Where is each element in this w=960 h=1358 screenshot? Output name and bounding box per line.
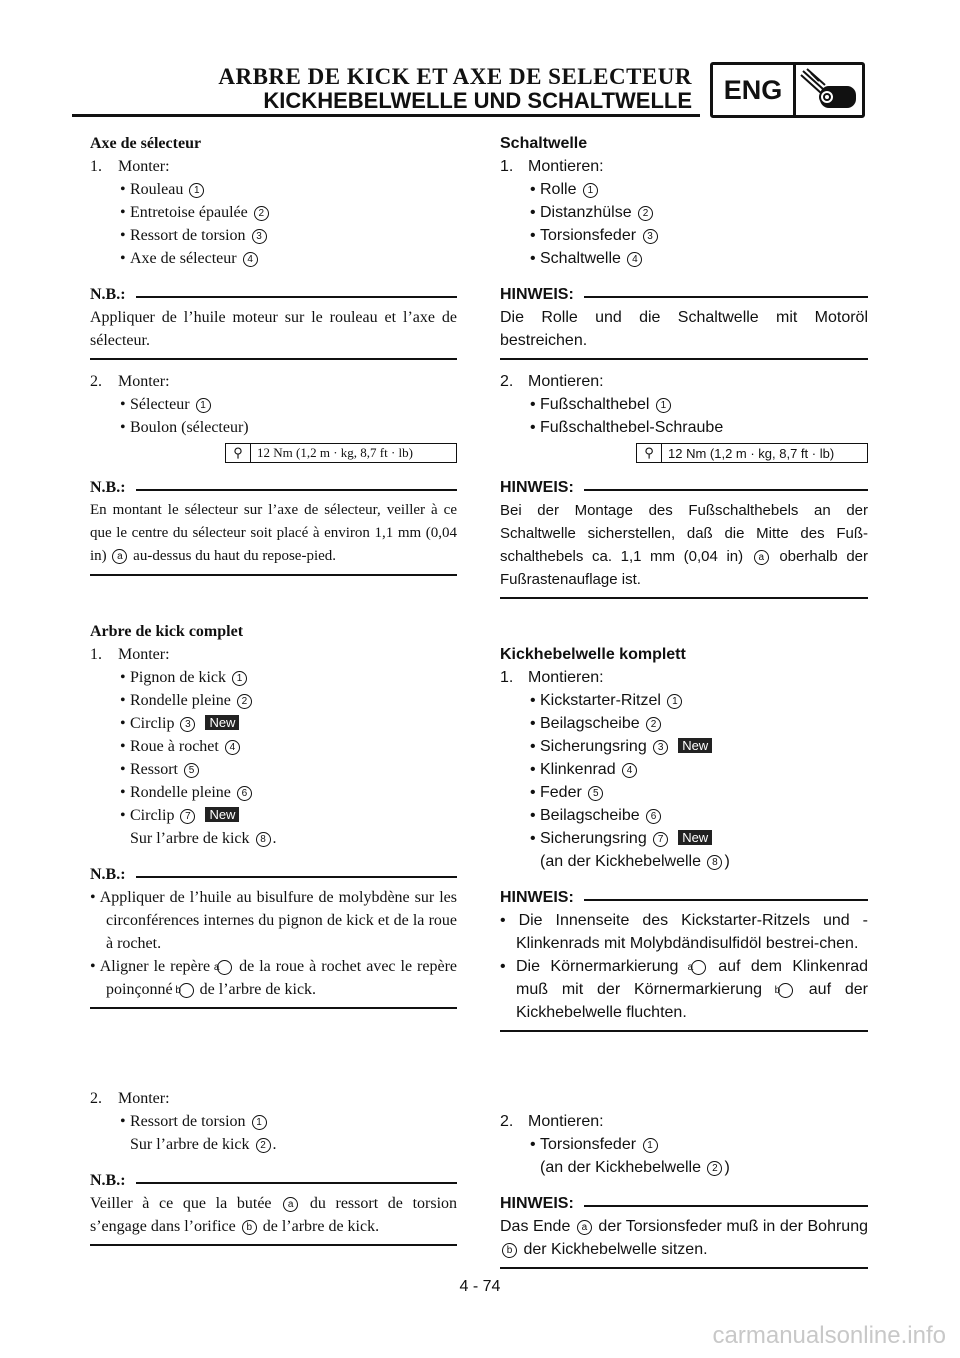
note-box: N.B.: En montant le sélecteur sur l’axe de sélecteur, veiller à ce que le centre du sélecteur soit placé à environ 1,1 mm (0,04 in) a au-dessus du haut du repose-pied. — [90, 477, 457, 576]
list-item: • Entretoise épaulée 2 — [90, 201, 457, 224]
list-item: • Circlip 7 New — [90, 804, 457, 827]
note-text: • Die Innenseite des Kickstarter-Ritzels und -Klinkenrads mit Molybdändisulfidöl bestrei-chen. • Die Körnermarkierung a auf dem Klinkenrad muß mit der Körnermarkierung b auf der Kickhebelwelle fluchten. — [500, 912, 868, 1021]
section-title: Kickhebelwelle komplett — [500, 646, 686, 663]
note-box: HINWEIS: • Die Innenseite des Kickstarter-Ritzels und -Klinkenrads mit Molybdändisulfidöl bestrei-chen. • Die Körnermarkierung a auf dem Klinkenrad muß mit der Körnermarkierung b auf der Kickhebelwelle fluchten. — [500, 887, 868, 1032]
step-heading: 1. Montieren: — [500, 158, 604, 175]
list-item: • Fußschalthebel 1 — [500, 393, 868, 416]
lang-tab-label: ENG — [713, 65, 796, 115]
note-box: N.B.: • Appliquer de l’huile au bisulfure de molybdène sur les circonférences internes du pignon de kick et de la roue à rochet. • Aligner le repère a de la roue à rochet avec le repère poinçonné b de l’arbre de kick. — [90, 864, 457, 1009]
list-item: • Distanzhülse 2 — [500, 201, 868, 224]
list-item: • Boulon (sélecteur) — [120, 419, 249, 436]
section-title: Schaltwelle — [500, 135, 588, 152]
part-list — [90, 666, 457, 827]
watermark: carmanualsonline.info — [712, 1322, 946, 1349]
list-item: • Torsionsfeder 1 — [500, 1133, 868, 1156]
note-text: Appliquer de l’huile moteur sur le rouleau et l’axe de sélecteur. — [90, 309, 457, 349]
note-text: En montant le sélecteur sur l’axe de sélecteur, veiller à ce que le centre du sélecteur soit placé à environ 1,1 mm (0,04 in) a au-dessus du haut du repose-pied. — [90, 502, 457, 564]
wrench-icon: ⚲ — [637, 444, 662, 462]
list-item: • Circlip 3 New — [90, 712, 457, 735]
new-badge: New — [205, 807, 239, 822]
note-text: Die Rolle und die Schaltwelle mit Motoröl bestreichen. — [500, 309, 868, 349]
list-item: • Rondelle pleine 2 — [90, 689, 457, 712]
spark-plug-tools-icon — [796, 65, 862, 115]
list-item: • Ressort de torsion 3 — [90, 224, 457, 247]
header-rule — [72, 114, 700, 117]
sub-line: Sur l’arbre de kick 8 . — [130, 830, 277, 847]
step-heading: 1. Monter: — [90, 158, 170, 175]
chapter-tab — [710, 62, 865, 118]
section-title: Arbre de kick complet — [90, 623, 244, 640]
new-badge: New — [678, 738, 712, 753]
list-item: • Rondelle pleine 6 — [90, 781, 457, 804]
sub-line: (an der Kickhebelwelle 2 ) — [540, 1159, 730, 1176]
note-box: N.B.: Veiller à ce que la butée a du ressort de torsion s’engage dans l’orifice b de l’arbre de kick. — [90, 1170, 457, 1246]
list-item: • Roue à rochet 4 — [90, 735, 457, 758]
torque-spec: ⚲ 12 Nm (1,2 m · kg, 8,7 ft · lb) — [225, 443, 457, 463]
step-heading: 2. Monter: — [90, 1090, 170, 1107]
list-item: • Axe de sélecteur 4 — [90, 247, 457, 270]
list-item: • Feder 5 — [500, 781, 868, 804]
list-item: • Rolle 1 — [500, 178, 868, 201]
sub-line: Sur l’arbre de kick 2 . — [130, 1136, 277, 1153]
list-item: • Beilagscheibe 6 — [500, 804, 868, 827]
page-header — [0, 0, 960, 125]
list-item: • Ressort de torsion 1 — [90, 1110, 457, 1133]
part-list — [500, 1133, 868, 1156]
part-list — [500, 689, 868, 850]
list-item: • Beilagscheibe 2 — [500, 712, 868, 735]
list-item: • Kickstarter-Ritzel 1 — [500, 689, 868, 712]
list-item: • Sélecteur 1 — [90, 393, 457, 416]
step-heading: 2. Monter: — [90, 373, 170, 390]
wrench-icon: ⚲ — [226, 444, 251, 462]
note-box: HINWEIS: Bei der Montage des Fußschalthebels an der Schaltwelle sicherstellen, daß die Mitte des Fuß-schalthebels ca. 1,1 mm (0,04 in) a oberhalb der Fußrastenauflage ist. — [500, 477, 868, 599]
list-item: • Ressort 5 — [90, 758, 457, 781]
title-fr: ARBRE DE KICK ET AXE DE SELECTEUR — [218, 64, 692, 89]
new-badge: New — [678, 830, 712, 845]
section-title: Axe de sélecteur — [90, 135, 202, 152]
list-item: • Sicherungsring 3 New — [500, 735, 868, 758]
column-french — [90, 128, 457, 1246]
note-text: Bei der Montage des Fußschalthebels an der Schaltwelle sicherstellen, daß die Mitte des Fuß-schalthebels ca. 1,1 mm (0,04 in) a oberhalb der Fußrastenauflage ist. — [500, 502, 869, 588]
step-heading: 2. Montieren: — [500, 373, 604, 390]
list-item: • Klinkenrad 4 — [500, 758, 868, 781]
step-heading: 1. Montieren: — [500, 669, 604, 686]
torque-spec: ⚲ 12 Nm (1,2 m · kg, 8,7 ft · lb) — [636, 443, 868, 463]
list-item: • Rouleau 1 — [90, 178, 457, 201]
part-list — [500, 178, 868, 270]
note-box: N.B.: Appliquer de l’huile moteur sur le rouleau et l’axe de sélecteur. — [90, 284, 457, 360]
note-text: • Appliquer de l’huile au bisulfure de molybdène sur les circonférences internes du pignon de kick et de la roue à rochet. • Aligner le repère a de la roue à rochet avec le repère poinçonné b de l’arbre de kick. — [90, 889, 458, 998]
note-text: Das Ende a der Torsionsfeder muß in der Bohrung b der Kickhebelwelle sitzen. — [500, 1218, 869, 1258]
part-list — [90, 393, 457, 439]
list-item: • Fußschalthebel-Schraube — [530, 419, 724, 436]
sub-line: (an der Kickhebelwelle 8 ) — [540, 853, 730, 870]
note-box: HINWEIS: Das Ende a der Torsionsfeder muß in der Bohrung b der Kickhebelwelle sitzen. — [500, 1193, 868, 1269]
list-item: • Sicherungsring 7 New — [500, 827, 868, 850]
title-de: KICKHEBELWELLE UND SCHALTWELLE — [263, 88, 692, 113]
list-item: • Pignon de kick 1 — [90, 666, 457, 689]
list-item: • Schaltwelle 4 — [500, 247, 868, 270]
page-number: 4 - 74 — [459, 1278, 501, 1295]
list-item: • Torsionsfeder 3 — [500, 224, 868, 247]
note-text: Veiller à ce que la butée a du ressort de torsion s’engage dans l’orifice b de l’arbre de kick. — [90, 1195, 458, 1235]
step-heading: 2. Montieren: — [500, 1113, 604, 1130]
part-list — [90, 1110, 457, 1133]
note-box: HINWEIS: Die Rolle und die Schaltwelle mit Motoröl bestreichen. — [500, 284, 868, 360]
step-heading: 1. Monter: — [90, 646, 170, 663]
part-list — [500, 393, 868, 439]
column-german — [500, 128, 868, 1269]
part-list — [90, 178, 457, 270]
new-badge: New — [205, 715, 239, 730]
